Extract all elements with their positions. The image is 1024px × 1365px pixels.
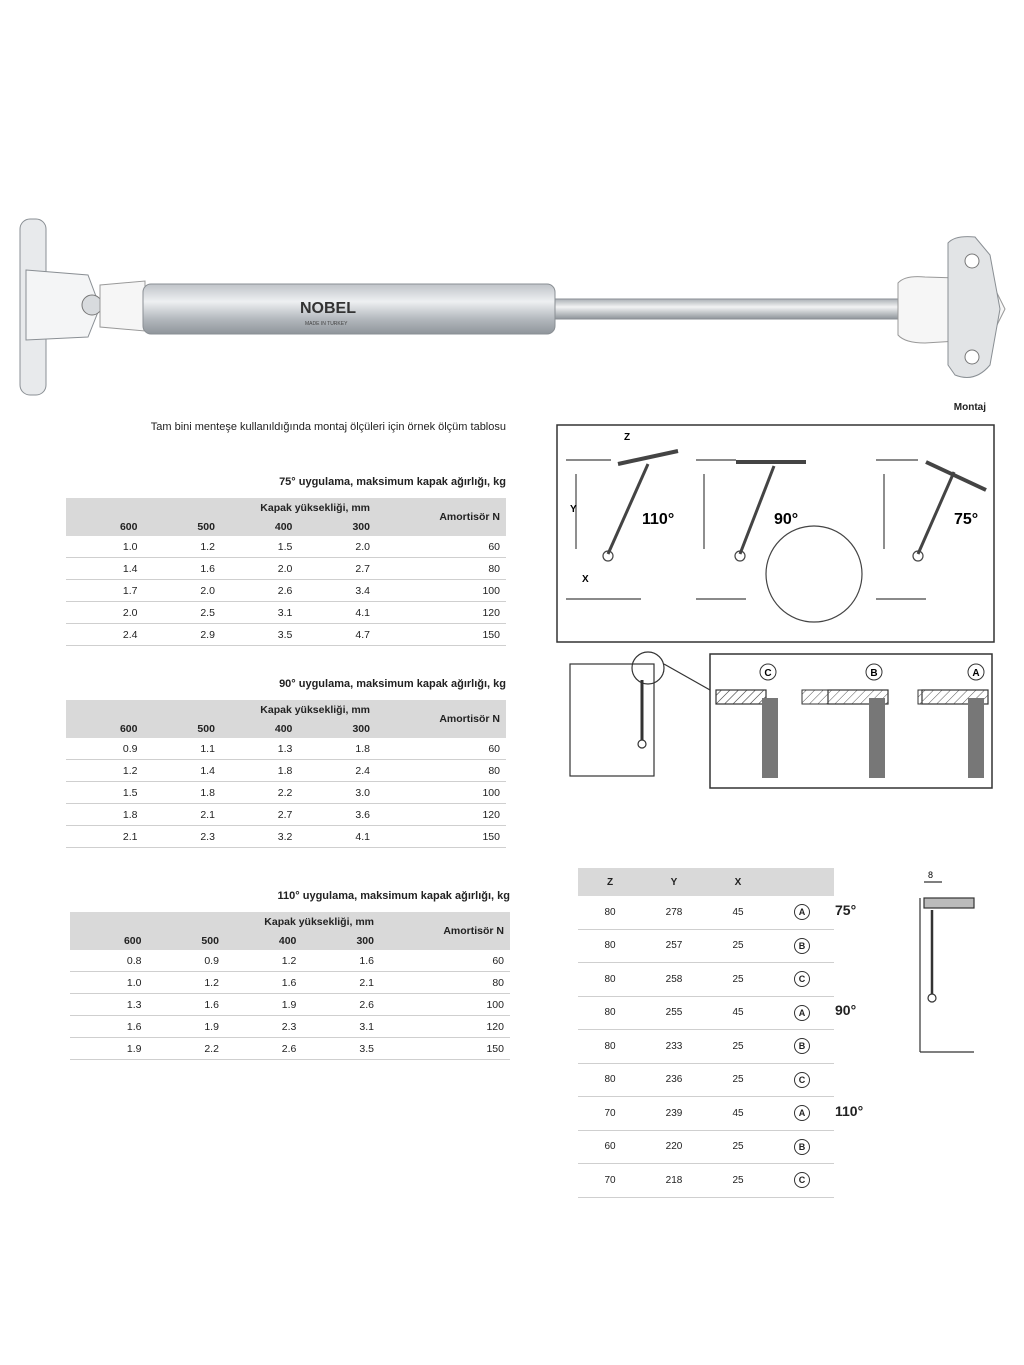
load-value-cell: 3.1 bbox=[302, 1016, 380, 1038]
y-cell: 220 bbox=[642, 1130, 706, 1164]
table-row bbox=[70, 950, 510, 972]
y-cell: 236 bbox=[642, 1063, 706, 1097]
load-value-cell: 3.4 bbox=[298, 580, 376, 602]
height-header: 500 bbox=[143, 720, 220, 738]
table-row bbox=[66, 558, 506, 580]
force-cell: 100 bbox=[380, 994, 510, 1016]
table-row bbox=[578, 996, 896, 1030]
variant-badge: C bbox=[794, 1172, 810, 1188]
x-cell: 45 bbox=[706, 1097, 770, 1131]
angle-90-label: 90° bbox=[774, 511, 799, 528]
y-cell: 233 bbox=[642, 1030, 706, 1064]
table-row bbox=[66, 580, 506, 602]
load-value-cell: 2.3 bbox=[143, 826, 220, 848]
load-value-cell: 1.0 bbox=[66, 536, 143, 558]
force-cell: 150 bbox=[380, 1038, 510, 1060]
x-cell: 25 bbox=[706, 1164, 770, 1198]
y-cell: 218 bbox=[642, 1164, 706, 1198]
table-row bbox=[578, 896, 896, 929]
mounting-angle-diagram bbox=[556, 424, 996, 644]
load-value-cell: 1.0 bbox=[70, 972, 147, 994]
y-cell: 255 bbox=[642, 996, 706, 1030]
height-header: 600 bbox=[66, 720, 143, 738]
load-value-cell: 1.9 bbox=[70, 1038, 147, 1060]
load-value-cell: 1.6 bbox=[302, 950, 380, 972]
angle-label: 75° bbox=[835, 902, 857, 918]
col-header-amortisor: Amortisör N bbox=[376, 498, 506, 536]
load-value-cell: 2.1 bbox=[66, 826, 143, 848]
load-value-cell: 1.4 bbox=[66, 558, 143, 580]
load-value-cell: 3.5 bbox=[302, 1038, 380, 1060]
load-value-cell: 1.3 bbox=[70, 994, 147, 1016]
x-cell: 25 bbox=[706, 1063, 770, 1097]
height-header: 400 bbox=[221, 518, 298, 536]
load-value-cell: 2.0 bbox=[221, 558, 298, 580]
y-cell: 278 bbox=[642, 896, 706, 929]
variant-badge: A bbox=[794, 904, 810, 920]
x-cell: 45 bbox=[706, 996, 770, 1030]
load-value-cell: 1.6 bbox=[70, 1016, 147, 1038]
load-value-cell: 2.2 bbox=[221, 782, 298, 804]
load-value-cell: 0.9 bbox=[147, 950, 224, 972]
montaj-label: Montaj bbox=[953, 402, 986, 413]
dim-x-label: X bbox=[582, 574, 589, 585]
load-value-cell: 2.0 bbox=[143, 580, 220, 602]
group-header: Kapak yüksekliği, mm bbox=[66, 700, 376, 720]
load-value-cell: 1.5 bbox=[66, 782, 143, 804]
variant-badge: C bbox=[794, 971, 810, 987]
load-value-cell: 2.6 bbox=[221, 580, 298, 602]
brand-tagline: MADE IN TURKEY bbox=[305, 321, 348, 327]
force-cell: 60 bbox=[376, 536, 506, 558]
force-cell: 80 bbox=[376, 558, 506, 580]
variant-badge: C bbox=[794, 1072, 810, 1088]
height-header: 300 bbox=[298, 720, 376, 738]
load-value-cell: 1.5 bbox=[221, 536, 298, 558]
force-cell: 60 bbox=[376, 738, 506, 760]
group-header: Kapak yüksekliği, mm bbox=[70, 912, 380, 932]
load-value-cell: 1.8 bbox=[66, 804, 143, 826]
y-header: Y bbox=[642, 868, 706, 896]
load-value-cell: 2.1 bbox=[302, 972, 380, 994]
z-cell: 80 bbox=[578, 963, 642, 997]
height-header: 400 bbox=[221, 720, 298, 738]
variant-a-label: A bbox=[972, 668, 980, 679]
x-header: X bbox=[706, 868, 770, 896]
table-row bbox=[66, 536, 506, 558]
variant-c-label: C bbox=[764, 668, 772, 679]
variant-b-label: B bbox=[870, 668, 878, 679]
angle-label: 110° bbox=[835, 1102, 864, 1119]
load-value-cell: 2.6 bbox=[225, 1038, 302, 1060]
load-value-cell: 4.7 bbox=[298, 624, 376, 646]
table-row bbox=[66, 804, 506, 826]
load-value-cell: 1.4 bbox=[143, 760, 220, 782]
force-cell: 150 bbox=[376, 826, 506, 848]
z-cell: 70 bbox=[578, 1164, 642, 1198]
force-cell: 100 bbox=[376, 782, 506, 804]
load-value-cell: 1.2 bbox=[66, 760, 143, 782]
col-header-amortisor: Amortisör N bbox=[376, 700, 506, 738]
z-cell: 70 bbox=[578, 1097, 642, 1131]
load-value-cell: 3.6 bbox=[298, 804, 376, 826]
z-cell: 80 bbox=[578, 996, 642, 1030]
z-cell: 60 bbox=[578, 1130, 642, 1164]
load-value-cell: 4.1 bbox=[298, 602, 376, 624]
load-value-cell: 2.1 bbox=[143, 804, 220, 826]
table-row bbox=[66, 826, 506, 848]
load-table-90 bbox=[66, 700, 506, 848]
table-row bbox=[66, 782, 506, 804]
force-cell: 80 bbox=[376, 760, 506, 782]
load-value-cell: 2.4 bbox=[298, 760, 376, 782]
load-value-cell: 1.2 bbox=[147, 972, 224, 994]
load-table-75 bbox=[66, 498, 506, 646]
variant-badge: A bbox=[794, 1005, 810, 1021]
x-cell: 25 bbox=[706, 929, 770, 963]
force-cell: 120 bbox=[376, 804, 506, 826]
load-value-cell: 2.2 bbox=[147, 1038, 224, 1060]
load-value-cell: 1.3 bbox=[221, 738, 298, 760]
load-value-cell: 2.7 bbox=[298, 558, 376, 580]
table-row bbox=[66, 738, 506, 760]
x-cell: 25 bbox=[706, 1030, 770, 1064]
table-row bbox=[70, 972, 510, 994]
load-value-cell: 4.1 bbox=[298, 826, 376, 848]
load-value-cell: 1.6 bbox=[147, 994, 224, 1016]
z-cell: 80 bbox=[578, 929, 642, 963]
load-value-cell: 1.7 bbox=[66, 580, 143, 602]
height-header: 600 bbox=[70, 932, 147, 950]
intro-text: Tam bini menteşe kullanıldığında montaj ölçüleri için örnek ölçüm tablosu bbox=[150, 421, 506, 433]
height-header: 500 bbox=[143, 518, 220, 536]
load-value-cell: 1.1 bbox=[143, 738, 220, 760]
load-value-cell: 1.2 bbox=[225, 950, 302, 972]
load-value-cell: 1.9 bbox=[225, 994, 302, 1016]
angle-label: 90° bbox=[835, 1002, 857, 1018]
load-value-cell: 2.9 bbox=[143, 624, 220, 646]
force-cell: 120 bbox=[380, 1016, 510, 1038]
table-90-caption: 90° uygulama, maksimum kapak ağırlığı, kg bbox=[279, 678, 506, 690]
height-header: 300 bbox=[298, 518, 376, 536]
load-value-cell: 2.0 bbox=[66, 602, 143, 624]
load-value-cell: 3.0 bbox=[298, 782, 376, 804]
y-cell: 257 bbox=[642, 929, 706, 963]
force-cell: 150 bbox=[376, 624, 506, 646]
angle-75-label: 75° bbox=[954, 511, 979, 528]
col-header-amortisor: Amortisör N bbox=[380, 912, 510, 950]
load-value-cell: 1.6 bbox=[225, 972, 302, 994]
height-header: 600 bbox=[66, 518, 143, 536]
load-value-cell: 0.8 bbox=[70, 950, 147, 972]
load-value-cell: 3.5 bbox=[221, 624, 298, 646]
variant-badge: B bbox=[794, 1038, 810, 1054]
load-value-cell: 1.8 bbox=[221, 760, 298, 782]
x-cell: 25 bbox=[706, 963, 770, 997]
load-value-cell: 2.5 bbox=[143, 602, 220, 624]
table-75-caption: 75° uygulama, maksimum kapak ağırlığı, kg bbox=[279, 476, 506, 488]
table-row bbox=[578, 1097, 896, 1131]
force-cell: 120 bbox=[376, 602, 506, 624]
z-cell: 80 bbox=[578, 1030, 642, 1064]
table-110-caption: 110° uygulama, maksimum kapak ağırlığı, kg bbox=[277, 890, 510, 902]
load-value-cell: 2.4 bbox=[66, 624, 143, 646]
z-cell: 80 bbox=[578, 896, 642, 929]
y-cell: 258 bbox=[642, 963, 706, 997]
brand-logo: NOBEL bbox=[300, 300, 356, 317]
height-header: 300 bbox=[302, 932, 380, 950]
load-value-cell: 3.1 bbox=[221, 602, 298, 624]
load-table-110 bbox=[70, 912, 510, 1060]
dim-z-label: Z bbox=[624, 432, 631, 443]
table-row bbox=[66, 760, 506, 782]
variant-badge: A bbox=[794, 1105, 810, 1121]
z-header: Z bbox=[578, 868, 642, 896]
angle-110-label: 110° bbox=[642, 511, 675, 528]
load-value-cell: 1.2 bbox=[143, 536, 220, 558]
variant-badge: B bbox=[794, 1139, 810, 1155]
table-row bbox=[70, 1038, 510, 1060]
xyz-dimension-table bbox=[578, 868, 896, 1198]
gas-strut-product-image bbox=[0, 205, 1024, 410]
table-row bbox=[66, 624, 506, 646]
y-cell: 239 bbox=[642, 1097, 706, 1131]
load-value-cell: 2.0 bbox=[298, 536, 376, 558]
force-cell: 60 bbox=[380, 950, 510, 972]
height-header: 500 bbox=[147, 932, 224, 950]
x-cell: 25 bbox=[706, 1130, 770, 1164]
table-row bbox=[70, 994, 510, 1016]
load-value-cell: 1.8 bbox=[298, 738, 376, 760]
load-value-cell: 2.6 bbox=[302, 994, 380, 1016]
load-value-cell: 2.7 bbox=[221, 804, 298, 826]
load-value-cell: 3.2 bbox=[221, 826, 298, 848]
dim-y-label: Y bbox=[570, 504, 577, 515]
load-value-cell: 1.9 bbox=[147, 1016, 224, 1038]
side-dim-label: 8 bbox=[928, 870, 934, 880]
x-cell: 45 bbox=[706, 896, 770, 929]
force-cell: 100 bbox=[376, 580, 506, 602]
group-header: Kapak yüksekliği, mm bbox=[66, 498, 376, 518]
variant-diagram bbox=[566, 650, 996, 790]
table-row bbox=[70, 1016, 510, 1038]
load-value-cell: 1.6 bbox=[143, 558, 220, 580]
load-value-cell: 2.3 bbox=[225, 1016, 302, 1038]
table-row bbox=[66, 602, 506, 624]
load-value-cell: 0.9 bbox=[66, 738, 143, 760]
z-cell: 80 bbox=[578, 1063, 642, 1097]
height-header: 400 bbox=[225, 932, 302, 950]
load-value-cell: 1.8 bbox=[143, 782, 220, 804]
variant-badge: B bbox=[794, 938, 810, 954]
force-cell: 80 bbox=[380, 972, 510, 994]
side-mount-diagram bbox=[904, 868, 978, 1056]
